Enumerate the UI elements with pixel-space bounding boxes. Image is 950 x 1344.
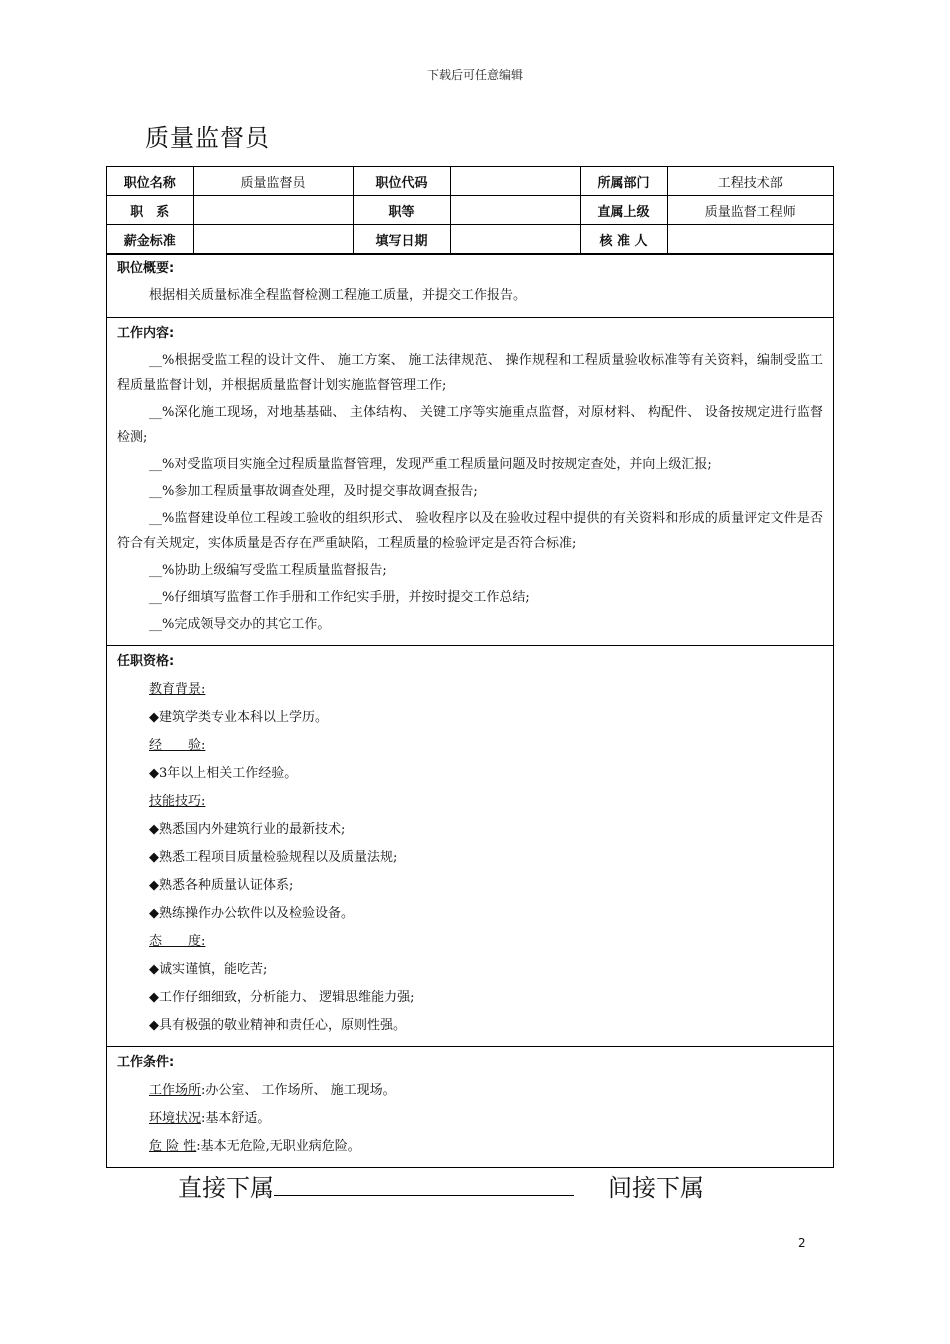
info-value-cell — [450, 196, 580, 225]
info-row — [107, 225, 833, 254]
work-place-value: :办公室、 工作场所、 施工现场。 — [201, 1083, 396, 1098]
duty-item: __%仔细填写监督工作手册和工作纪实手册，并按时提交工作总结; — [149, 590, 530, 605]
info-label-cell: 职位名称 — [107, 167, 193, 196]
duties-list — [117, 348, 823, 637]
info-table — [107, 167, 833, 254]
duty-item: __%根据受监工程的设计文件、 施工方案、 施工法律规范、 操作规程和工程质量验收标准等有关资料，编制受监工程质量监督计划，并根据质量监督计划实施监督管理工作; — [117, 353, 823, 393]
qualifications-heading: 任职资格: — [117, 654, 175, 669]
info-row — [107, 167, 833, 196]
direct-subordinates-blank — [274, 1173, 574, 1196]
duty-item: __%协助上级编写受监工程质量监督报告; — [149, 563, 387, 578]
info-label-cell: 直属上级 — [580, 196, 667, 225]
education-label: 教育背景: — [149, 682, 206, 697]
work-place-row — [117, 1077, 823, 1105]
attitude-label: 态 度: — [149, 934, 206, 949]
qualifications-section — [107, 645, 833, 1046]
info-label-cell: 所属部门 — [580, 167, 667, 196]
experience-label: 经 验: — [149, 738, 206, 753]
experience-list — [117, 760, 823, 788]
attitude-item: ◆诚实谨慎，能吃苦; — [149, 962, 268, 977]
skill-item: ◆熟悉国内外建筑行业的最新技术; — [149, 822, 346, 837]
duties-section — [107, 317, 833, 645]
job-description-form — [106, 166, 834, 1168]
duties-heading: 工作内容: — [117, 326, 175, 341]
info-value-cell — [450, 167, 580, 196]
indirect-subordinates-label: 间接下属 — [608, 1174, 704, 1202]
duty-item: __%深化施工现场，对地基基础、 主体结构、 关键工序等实施重点监督，对原材料、 构配件、 设备按规定进行监督检测; — [117, 405, 823, 445]
risk-row — [117, 1133, 823, 1161]
info-row — [107, 196, 833, 225]
duty-item: __%监督建设单位工程竣工验收的组织形式、 验收程序以及在验收过程中提供的有关资料和形成的质量评定文件是否符合有关规定，实体质量是否存在严重缺陷，工程质量的检验评定是否符合标准; — [117, 511, 823, 551]
page-number: 2 — [798, 1236, 806, 1250]
info-value-cell: 质量监督员 — [193, 167, 353, 196]
education-item: ◆建筑学类专业本科以上学历。 — [149, 710, 328, 725]
info-label-cell: 核 准 人 — [580, 225, 667, 254]
environment-value: :基本舒适。 — [201, 1111, 271, 1126]
duty-item: __%完成领导交办的其它工作。 — [149, 617, 331, 632]
conditions-heading: 工作条件: — [117, 1055, 175, 1070]
info-value-cell — [667, 225, 833, 254]
work-place-label: 工作场所 — [149, 1083, 202, 1098]
attitude-item: ◆具有极强的敬业精神和责任心，原则性强。 — [149, 1018, 406, 1033]
risk-value: :基本无危险,无职业病危险。 — [196, 1139, 361, 1154]
skills-label: 技能技巧: — [149, 794, 206, 809]
summary-text: 根据相关质量标准全程监督检测工程施工质量，并提交工作报告。 — [149, 288, 527, 303]
skills-list — [117, 816, 823, 928]
info-label-cell: 职 系 — [107, 196, 193, 225]
skill-item: ◆熟悉各种质量认证体系; — [149, 878, 294, 893]
info-value-cell: 质量监督工程师 — [667, 196, 833, 225]
duty-item: __%参加工程质量事故调查处理，及时提交事故调查报告; — [149, 484, 478, 499]
page-title: 质量监督员 — [145, 124, 270, 152]
info-label-cell: 职位代码 — [353, 167, 450, 196]
environment-row — [117, 1105, 823, 1133]
skill-item: ◆熟悉工程项目质量检验规程以及质量法规; — [149, 850, 398, 865]
subordinates-line — [178, 1168, 704, 1203]
info-label-cell: 填写日期 — [353, 225, 450, 254]
info-value-cell — [450, 225, 580, 254]
header-note: 下载后可任意编辑 — [426, 68, 523, 82]
education-list — [117, 704, 823, 732]
attitude-item: ◆工作仔细细致，分析能力、 逻辑思维能力强; — [149, 990, 415, 1005]
environment-label: 环境状况 — [149, 1111, 202, 1126]
summary-section — [107, 254, 833, 317]
risk-label: 危 险 性 — [149, 1139, 197, 1154]
skill-item: ◆熟练操作办公软件以及检验设备。 — [149, 906, 354, 921]
info-value-cell — [193, 225, 353, 254]
duty-item: __%对受监项目实施全过程质量监督管理，发现严重工程质量问题及时按规定查处，并向上级汇报; — [149, 457, 712, 472]
info-value-cell — [193, 196, 353, 225]
attitude-list — [117, 956, 823, 1040]
summary-heading: 职位概要: — [117, 261, 175, 276]
info-value-cell: 工程技术部 — [667, 167, 833, 196]
info-label-cell: 薪金标准 — [107, 225, 193, 254]
info-label-cell: 职等 — [353, 196, 450, 225]
direct-subordinates-label: 直接下属 — [178, 1174, 274, 1202]
experience-item: ◆3年以上相关工作经验。 — [149, 766, 298, 781]
conditions-section — [107, 1046, 833, 1167]
